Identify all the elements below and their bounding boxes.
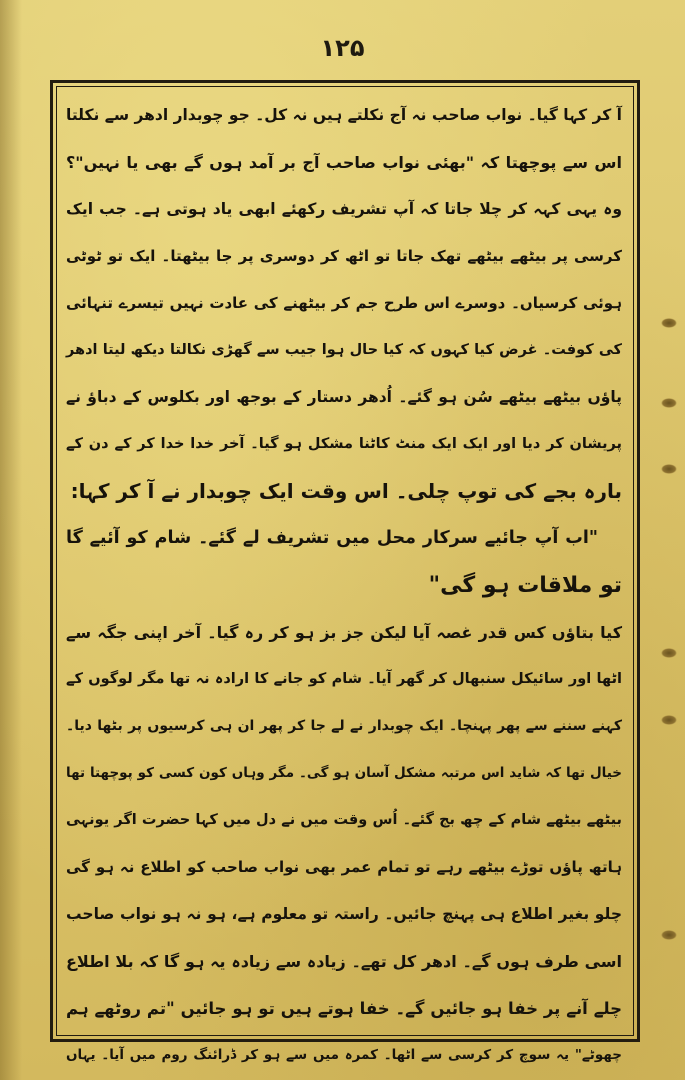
text-line: تو ملاقات ہو گی" — [428, 573, 622, 598]
binding-hole — [661, 715, 677, 725]
binding-hole — [661, 930, 677, 940]
text-line: چلے آنے پر خفا ہو جائیں گے۔ خفا ہوتے ہیں تو ہو جائیں "تم روٹھے ہم — [66, 999, 622, 1018]
text-line: بارہ بجے کی توپ چلی۔ اس وقت ایک چوبدار نے آ کر کہا: — [70, 479, 622, 503]
text-line: پاؤں بیٹھے بیٹھے سُن ہو گئے۔ اُدھر دستار کے بوجھ اور بکلوس کے دباؤ نے — [66, 388, 622, 406]
text-line: کہنے سننے سے پھر پہنچا۔ ایک چوبدار نے لے جا کر پھر ان ہی کرسیوں پر بٹھا دیا۔ — [66, 718, 622, 734]
text-line: وہ یہی کہہ کر چلا جاتا کہ آپ تشریف رکھئے ابھی یاد ہوتی ہے۔ جب ایک — [66, 200, 622, 218]
text-line: چھوٹے" یہ سوچ کر کرسی سے اٹھا۔ کمرہ میں سے ہو کر ڈرائنگ روم میں آیا۔ یہاں — [66, 1047, 622, 1063]
text-line: اسی طرف ہوں گے۔ ادھر کل تھے۔ زیادہ سے زیادہ یہ ہو گا کہ بلا اطلاع — [66, 952, 622, 971]
text-line: آ کر کہا گیا۔ نواب صاحب نہ آج نکلتے ہیں نہ کل۔ جو چوبدار ادھر سے نکلتا — [66, 106, 622, 124]
text-line: خیال تھا کہ شاید اس مرتبہ مشکل آسان ہو گی۔ مگر وہاں کون کسی کو پوچھتا تھا — [66, 765, 622, 781]
binding-hole — [661, 648, 677, 658]
text-line: "اب آپ جائیے سرکار محل میں تشریف لے گئے۔ شام کو آئیے گا — [66, 528, 598, 548]
text-line: ہوئی کرسیاں۔ دوسرے اس طرح جم کر بیٹھنے کی عادت نہیں تیسرے تنہائی — [66, 294, 622, 312]
text-line: کی کوفت۔ غرض کیا کہوں کہ کیا حال ہوا جیب سے گھڑی نکالتا دیکھ لیتا ادھر — [66, 342, 622, 358]
text-line: بیٹھے بیٹھے شام کے چھ بج گئے۔ اُس وقت میں نے دل میں کہا حضرت اگر یونہی — [66, 812, 622, 828]
text-line: چلو بغیر اطلاع ہی پہنچ جائیں۔ راستہ تو معلوم ہے، ہو نہ ہو نواب صاحب — [66, 905, 622, 923]
text-line: کیا بتاؤں کس قدر غصہ آیا لیکن جز بز ہو کر رہ گیا۔ آخر اپنی جگہ سے — [66, 623, 622, 642]
text-line: اس سے پوچھتا کہ "بھئی نواب صاحب آج بر آمد ہوں گے بھی یا نہیں"؟ — [66, 153, 622, 172]
binding-hole — [661, 398, 677, 408]
text-line: اٹھا اور سائیکل سنبھال کر گھر آیا۔ شام کو جانے کا ارادہ نہ تھا مگر لوگوں کے — [66, 671, 622, 687]
text-line: ہاتھ پاؤں توڑے بیٹھے رہے تو تمام عمر بھی نواب صاحب کو اطلاع نہ ہو گی — [66, 858, 622, 876]
binding-hole — [661, 464, 677, 474]
urdu-text-block — [60, 92, 628, 1063]
text-line: پریشان کر دیا اور ایک ایک منٹ کاٹنا مشکل ہو گیا۔ آخر خدا خدا کر کے دن کے — [66, 436, 622, 452]
spine-shadow — [0, 0, 22, 1080]
binding-hole — [661, 318, 677, 328]
text-line: کرسی پر بیٹھے بیٹھے تھک جاتا تو اٹھ کر دوسری پر جا بیٹھتا۔ ایک تو ٹوٹی — [66, 247, 622, 265]
page-number: ۱۲۵ — [320, 34, 365, 62]
